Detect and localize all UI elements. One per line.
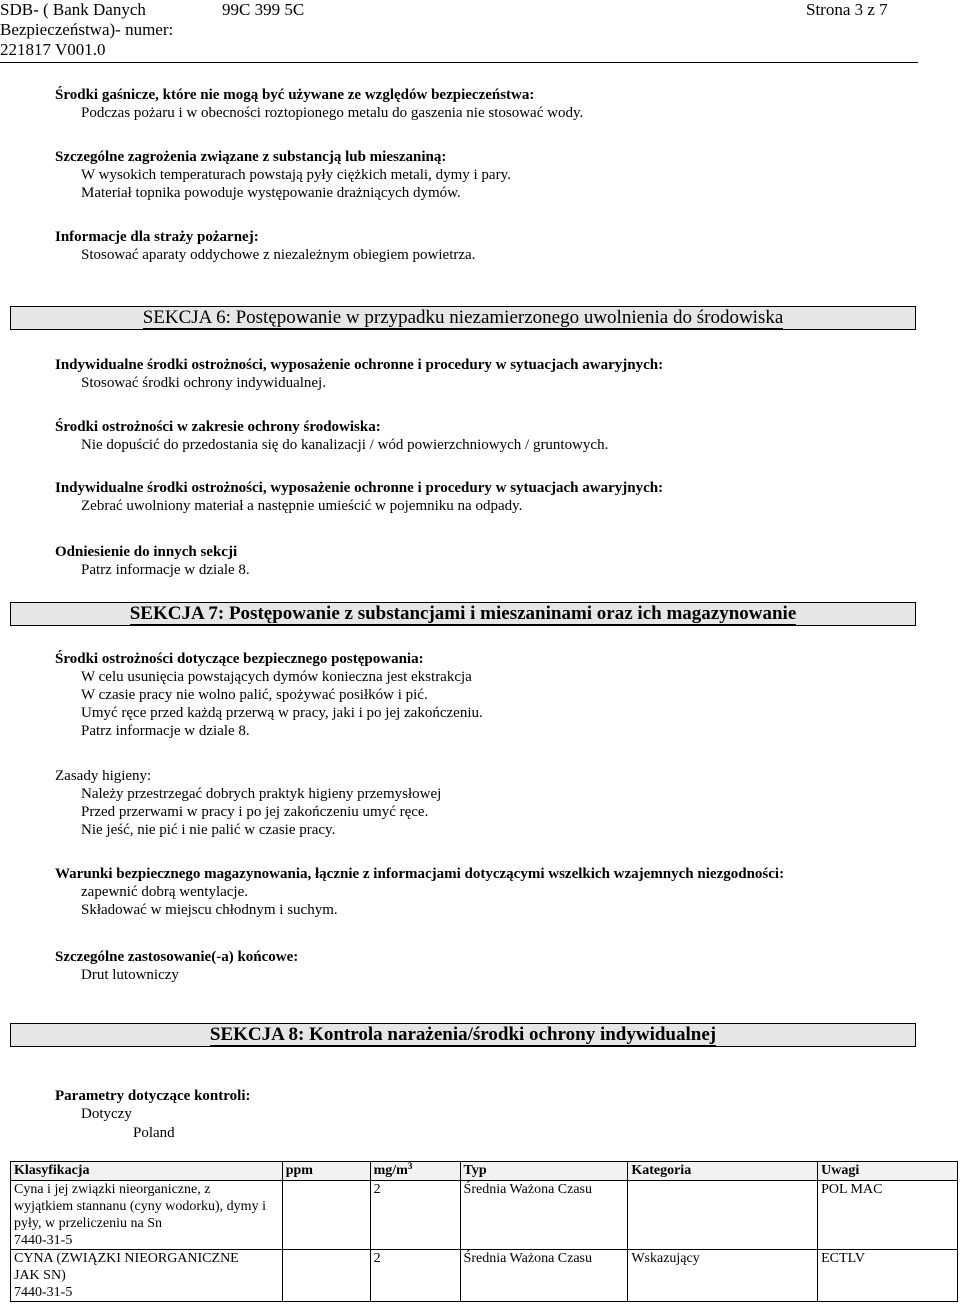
table-header-row [11,1162,958,1181]
col-ppm: ppm [282,1162,370,1181]
cell-category [628,1181,818,1250]
product-code: 99C 399 5C [222,0,305,19]
page-number: Strona 3 z 7 [806,0,888,19]
end-use-heading: Szczególne zastosowanie(-a) końcowe: [55,949,299,965]
storage-line1: zapewnić dobrą wentylacje. [81,884,248,900]
section-7-title-bar [10,602,916,626]
cell-category: Wskazujący [628,1250,818,1302]
safe-handling-line2: W czasie pracy nie wolno palić, spożywać posiłków i pić. [81,687,428,703]
exposure-limits-table [10,1161,958,1302]
end-use-text: Drut lutowniczy [81,967,179,983]
cell-mgm3: 2 [370,1181,460,1250]
table-row [11,1250,958,1302]
unsuitable-media-text: Podczas pożaru i w obecności roztopionego metalu do gaszenia nie stosować wody. [81,105,584,121]
unsuitable-media-heading: Środki gaśnicze, które nie mogą być używane ze względów bezpieczeństwa: [55,87,535,103]
section-8-title: SEKCJA 8: Kontrola narażenia/środki ochrony indywidualnej [209,1024,717,1045]
safe-handling-line3: Umyć ręce przed każdą przerwą w pracy, jaki i po jej zakończeniu. [81,705,483,721]
cell-ppm [282,1181,370,1250]
document-version: 221817 V001.0 [0,40,106,59]
applies-label: Dotyczy [81,1106,132,1122]
reference-text: Patrz informacje w dziale 8. [81,562,250,578]
storage-line2: Składować w miejscu chłodnym i suchym. [81,902,338,918]
cell-ppm [282,1250,370,1302]
section-6-title: SEKCJA 6: Postępowanie w przypadku niezamierzonego uwolnienia do środowiska [142,307,784,328]
safe-handling-line1: W celu usunięcia powstających dymów konieczna jest ekstrakcja [81,669,472,685]
reference-heading: Odniesienie do innych sekcji [55,544,238,560]
col-classification: Klasyfikacja [11,1162,283,1181]
storage-heading: Warunki bezpiecznego magazynowania, łącznie z informacjami dotyczącymi wszelkich wzajemnych niezgodności: [55,866,785,882]
personal-precautions-text: Stosować środki ochrony indywidualnej. [81,375,326,391]
table-row [11,1181,958,1250]
cell-type: Średnia Ważona Czasu [460,1181,628,1250]
col-type: Typ [460,1162,628,1181]
environmental-precautions-text: Nie dopuścić do przedostania się do kanalizacji / wód powierzchniowych / gruntowych. [81,437,609,453]
firefighters-text: Stosować aparaty oddychowe z niezależnym obiegiem powietrza. [81,247,476,263]
hygiene-line1: Należy przestrzegać dobrych praktyk higieny przemysłowej [81,786,442,802]
personal-precautions-heading: Indywidualne środki ostrożności, wyposażenie ochronne i procedury w sytuacjach awaryjnych: [55,357,664,373]
col-remarks: Uwagi [818,1162,958,1181]
safe-handling-heading: Środki ostrożności dotyczące bezpiecznego postępowania: [55,651,424,667]
col-category: Kategoria [628,1162,818,1181]
special-hazards-line1: W wysokich temperaturach powstają pyły ciężkich metali, dymy i pary. [81,167,511,183]
col-mgm3: $mg/m^3$ [370,1162,460,1181]
section-7-title: SEKCJA 7: Postępowanie z substancjami i mieszaninami oraz ich magazynowanie [129,603,797,624]
environmental-precautions-heading: Środki ostrożności w zakresie ochrony środowiska: [55,419,381,435]
control-params-heading: Parametry dotyczące kontroli: [55,1088,251,1104]
country-label: Poland [133,1125,175,1141]
cell-classification: CYNA (ZWIĄZKI NIEORGANICZNE JAK SN) 7440-31-5 [11,1250,283,1302]
cleanup-heading: Indywidualne środki ostrożności, wyposażenie ochronne i procedury w sytuacjach awaryjnych: [55,480,664,496]
cell-type: Średnia Ważona Czasu [460,1250,628,1302]
safe-handling-line4: Patrz informacje w dziale 8. [81,723,250,739]
section-8-title-bar [10,1023,916,1047]
cell-classification: Cyna i jej związki nieorganiczne, z wyjątkiem stannanu (cyny wodorku), dymy i pyły, w przeliczeniu na Sn 7440-31-5 [11,1181,283,1250]
cell-mgm3: 2 [370,1250,460,1302]
document-title-line1: SDB- ( Bank Danych [0,0,146,19]
special-hazards-line2: Materiał topnika powoduje występowanie drażniących dymów. [81,185,461,201]
special-hazards-heading: Szczególne zagrożenia związane z substancją lub mieszaniną: [55,149,447,165]
document-title-line2: Bezpieczeństwa)- numer: [0,20,174,39]
section-6-title-bar [10,306,916,330]
hygiene-line2: Przed przerwami w pracy i po jej zakończeniu umyć ręce. [81,804,429,820]
header-divider [0,62,918,63]
cell-remarks: ECTLV [818,1250,958,1302]
hygiene-heading: Zasady higieny: [55,768,152,784]
cell-remarks: POL MAC [818,1181,958,1250]
hygiene-line3: Nie jeść, nie pić i nie palić w czasie pracy. [81,822,336,838]
cleanup-text: Zebrać uwolniony materiał a następnie umieścić w pojemniku na odpady. [81,498,523,514]
firefighters-heading: Informacje dla straży pożarnej: [55,229,259,245]
